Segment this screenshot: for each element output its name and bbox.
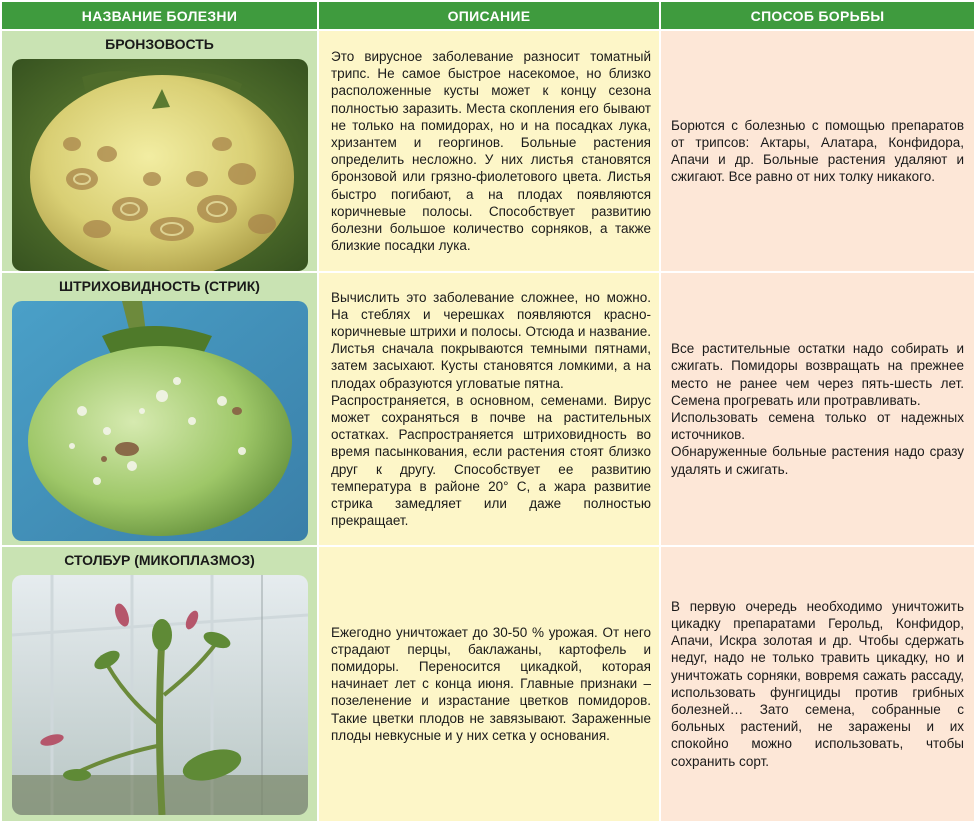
streak-tomato-photo bbox=[12, 301, 308, 541]
disease-name: ШТРИХОВИДНОСТЬ (СТРИК) bbox=[59, 278, 260, 295]
description-text: Это вирусное заболевание разносит томатный трипс. Не самое быстрое насекомое, но близко расположенные кусты может к концу сезона полностью заразить. Места скопления его бывают не только на помидорах, но и на посадках лука, хризантем и георгинов. Больные растения определить несложно. У них листья становятся бронзовой или грязно-фиолетового цвета. Листья быстро погибают, а на плодах появляются коричневые полосы. Способствует развитию болезни большое количество сорняков, а также близкие посадки лука. bbox=[331, 48, 651, 254]
table-header-row bbox=[1, 1, 974, 30]
method-text: Обнаруженные больные растения надо сразу удалять и сжигать. bbox=[671, 444, 964, 477]
header-description: ОПИСАНИЕ bbox=[318, 1, 660, 30]
table-row bbox=[1, 30, 974, 272]
method-text: Борются с болезнью с помощью препаратов от трипсов: Актары, Алатара, Конфидора, Апачи и др. Больные растения удаляют и сжигают. Все равно от них толку никакого. bbox=[671, 117, 964, 185]
bronze-tomato-photo bbox=[12, 59, 308, 271]
header-name: НАЗВАНИЕ БОЛЕЗНИ bbox=[1, 1, 318, 30]
method-cell bbox=[660, 30, 974, 272]
header-method: СПОСОБ БОРЬБЫ bbox=[660, 1, 974, 30]
disease-name-cell bbox=[1, 30, 318, 272]
method-text: Использовать семена только от надежных источников. bbox=[671, 409, 964, 443]
disease-name-cell bbox=[1, 272, 318, 545]
method-text: Все растительные остатки надо собирать и сжигать. Помидоры возвращать на прежнее место не ранее чем через пять-шесть лет. Семена прогревать или протравливать. bbox=[671, 341, 964, 408]
table-row bbox=[1, 546, 974, 822]
description-cell bbox=[318, 30, 660, 272]
streak-tomato-image bbox=[12, 301, 308, 541]
table-row bbox=[1, 272, 974, 545]
description-text: Вычислить это заболевание сложнее, но можно. На стеблях и черешках появляются красно-коричневые штрихи и полосы. Отсюда и название. Листья сначала покрываются темными пятнами, затем засыхают. Кусты становятся ломкими, а на плодах образуются угловатые пятна. bbox=[331, 289, 651, 391]
disease-name: БРОНЗОВОСТЬ bbox=[105, 36, 214, 52]
method-cell bbox=[660, 546, 974, 822]
stolbur-plant-photo bbox=[12, 575, 308, 815]
stolbur-plant-image bbox=[12, 575, 308, 815]
description-text: Распространяется, в основном, семенами. Вирус может сохраняться в почве на растительных остатках. Распространяется штриховидность во время пасынкования, если растения стоят близко друг к другу. Способствует ее развитию температура в районе 20° С, а жара развитие стрика замедляет или даже полностью прекращает. bbox=[331, 392, 651, 529]
description-text: Ежегодно уничтожает до 30-50 % урожая. От него страдают перцы, баклажаны, картофель и помидоры. Переносится цикадкой, которая начинает лет с конца июня. Главные признаки – позеленение и израстание цветков помидоров. Такие цветки плодов не завязывают. Зараженные плоды невкусные и у них сетка у основания. bbox=[331, 624, 651, 743]
disease-name-cell bbox=[1, 546, 318, 822]
description-cell bbox=[318, 546, 660, 822]
bronze-tomato-image bbox=[12, 59, 308, 271]
method-text: В первую очередь необходимо уничтожить цикадку препаратами Герольд, Конфидор, Апачи, Искра золотая и др. Чтобы сдержать недуг, надо не только травить цикадку, но и уничтожать сорняки, вовремя сажать рассаду, использовать фунгициды против грибных болезней… Зато семена, собранные с больных растений, не заражены и их спокойно можно использовать, чтобы сохранить сорт. bbox=[671, 598, 964, 769]
description-cell bbox=[318, 272, 660, 545]
disease-name: СТОЛБУР (МИКОПЛАЗМОЗ) bbox=[64, 551, 255, 568]
method-cell bbox=[660, 272, 974, 545]
